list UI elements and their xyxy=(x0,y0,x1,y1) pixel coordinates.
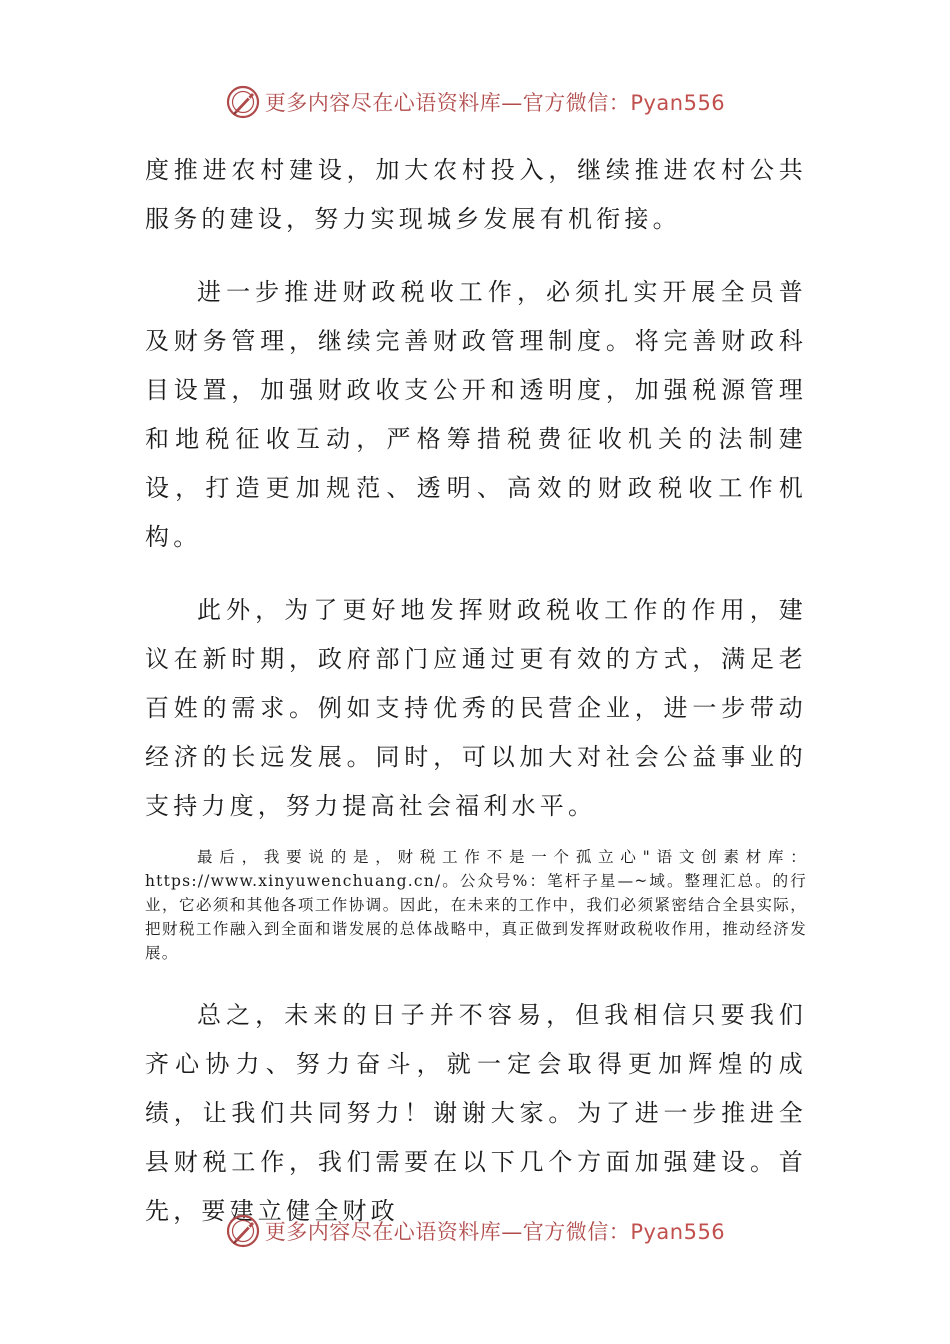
paragraph-2: 进一步推进财政税收工作，必须扎实开展全员普及财务管理，继续完善财政管理制度。将完善财政科目设置，加强财政收支公开和透明度，加强税源管理和地税征收互动，严格筹措税费征收机关的法制建设，打造更加规范、透明、高效的财政税收工作机构。 xyxy=(145,278,807,551)
footer-wechat-id: Pyan556 xyxy=(630,1220,726,1244)
paragraph-1: 度推进农村建设，加大农村投入，继续推进农村公共服务的建设，努力实现城乡发展有机衔接。 xyxy=(145,156,807,233)
pen-logo-icon xyxy=(225,1213,261,1249)
header-wechat-id: Pyan556 xyxy=(630,91,726,115)
header-banner xyxy=(0,82,950,122)
footer-banner xyxy=(0,1211,950,1251)
paragraph-3: 此外，为了更好地发挥财政税收工作的作用，建议在新时期，政府部门应通过更有效的方式，满足老百姓的需求。例如支持优秀的民营企业，进一步带动经济的长远发展。同时，可以加大对社会公益事业的支持力度，努力提高社会福利水平。 xyxy=(145,596,807,820)
pen-logo-icon xyxy=(225,84,261,120)
footer-banner-text: 更多内容尽在心语资料库—官方微信：Pyan556 xyxy=(264,1220,726,1244)
paragraph-4-small: 最后，我要说的是，财税工作不是一个孤立心"语文创素材库：https://www.xinyuwenchuang.cn/。公众号%：笔杆子星—~域。整理汇总。的行业，它必须和其他各项工作协调。因此，在未来的工作中，我们必须紧密结合全县实际，把财税工作融入到全面和谐发展的总体战略中，真正做到发挥财政税收作用，推动经济发展。 xyxy=(145,848,807,962)
paragraph-5: 总之，未来的日子并不容易，但我相信只要我们齐心协力、努力奋斗，就一定会取得更加辉煌的成绩，让我们共同努力！谢谢大家。为了进一步推进全县财税工作，我们需要在以下几个方面加强建设。首先，要建立健全财政 xyxy=(145,1001,807,1225)
header-banner-text: 更多内容尽在心语资料库—官方微信：Pyan556 xyxy=(264,91,726,115)
document-body xyxy=(145,146,807,1236)
